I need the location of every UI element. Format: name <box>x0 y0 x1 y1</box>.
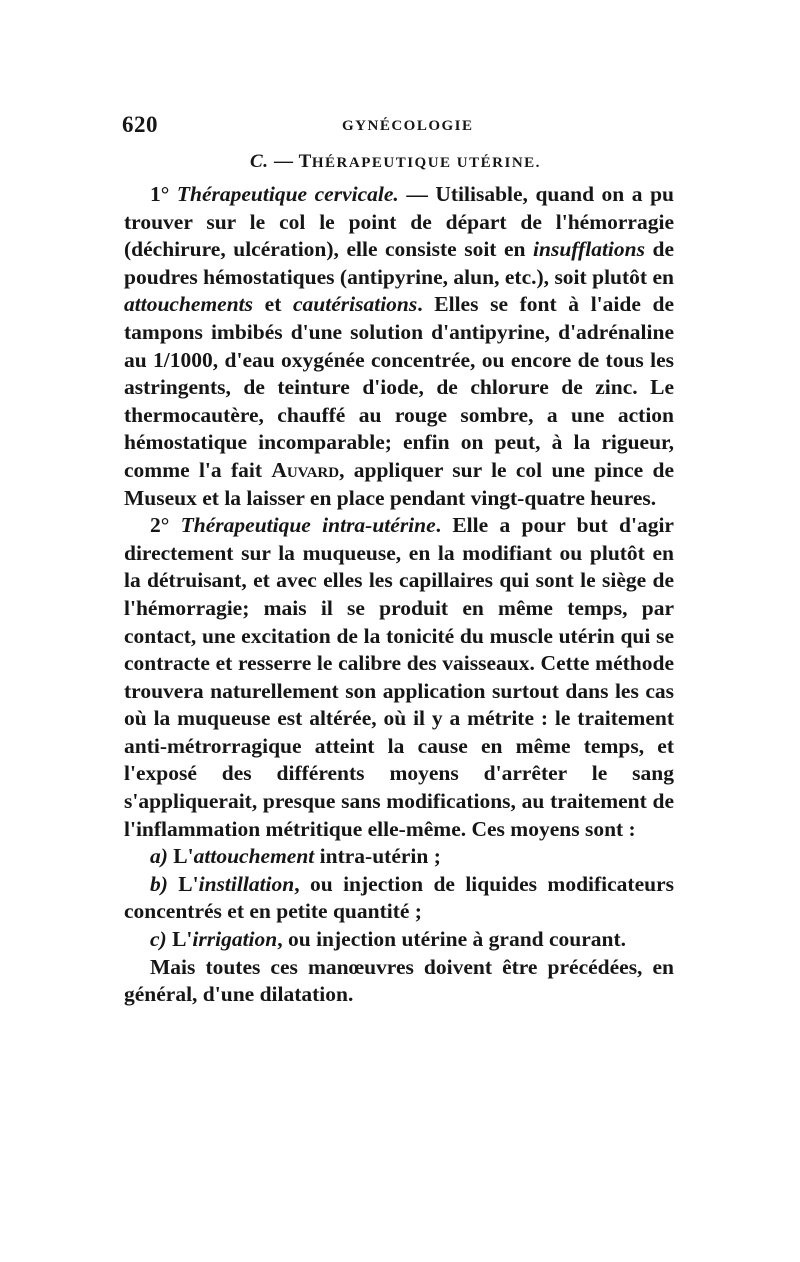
paragraph-text: — Utilisable, quand on a pu trouver sur le col le point de départ de l'hémorragie (déchirure, ulcération), elle consiste soit en <box>124 182 674 262</box>
emphasis-term: attouchements <box>124 292 254 317</box>
running-head: GYNÉCOLOGIE <box>342 118 474 134</box>
list-item-article: L' <box>167 844 194 869</box>
page-number: 620 <box>122 112 158 137</box>
emphasis-term: insufflations <box>533 237 645 262</box>
list-item-label: a) <box>150 844 168 869</box>
section-title-initial: T <box>298 151 312 172</box>
paragraph-text: . Elles se font à l'aide de tampons imbibés d'une solution d'antipyrine, d'adrénaline au 1/1000, d'eau oxygénée concentrée, ou encore de tous les astringents, de teinture d'iode, de chlorure de zinc. Le thermocautère, chauffé au rouge sombre, a une action hémostatique incomparable; enfin on peut, à la rigueur, comme l'a fait <box>124 292 674 482</box>
list-item-text: intra-utérin ; <box>314 844 441 869</box>
list-item-article: L' <box>166 927 193 952</box>
body-text <box>124 181 674 1009</box>
list-item-c <box>124 926 674 954</box>
emphasis-term: cautérisations <box>293 292 418 317</box>
paragraph-text: , appliquer sur le col une pince de Museux et la laisser en place pendant vingt-quatre heures. <box>124 457 674 510</box>
list-item-text: , ou injection utérine à grand courant. <box>277 927 627 952</box>
section-title-rest: HÉRAPEUTIQUE UTÉRINE. <box>311 155 541 171</box>
paragraph-cervical-therapy <box>124 181 674 512</box>
list-item-label: b) <box>150 871 168 896</box>
paragraph-text: . Elle a pour but d'agir directement sur la muqueuse, en la modifiant ou plutôt en la détruisant, et avec elles les capillaires qui sont le siège de l'hémorragie; mais il se produit en même temps, par contact, une excitation de la tonicité du muscle utérin qui se contracte et resserre le calibre des vaisseaux. Cette méthode trouvera naturellement son application surtout dans les cas où la muqueuse est altérée, où il y a métrite : le traitement anti-métrorragique atteint la cause en même temps, et l'exposé des différents moyens d'arrêter le sang s'appliquerait, presque sans modifications, au traitement de l'inflammation métritique elle-même. Ces moyens sont : <box>124 513 674 841</box>
section-title <box>250 151 541 173</box>
closing-paragraph: Mais toutes ces manœuvres doivent être précédées, en général, d'une dilatation. <box>124 954 674 1007</box>
author-name: Auvard <box>271 457 340 482</box>
list-item-a <box>124 843 674 871</box>
list-item-label: c) <box>150 927 167 952</box>
list-item-article: L' <box>167 871 199 896</box>
paragraph-number: 1° <box>150 182 177 206</box>
list-item-term: instillation <box>198 871 295 896</box>
list-item-b <box>124 871 674 926</box>
section-dash: — <box>268 151 299 172</box>
paragraph-text: et <box>253 292 293 317</box>
list-item-term: attouchement <box>193 844 315 869</box>
paragraph-heading: Thérapeutique cervicale. <box>176 182 399 206</box>
list-item-term: irrigation <box>192 927 278 952</box>
page-header <box>122 112 674 142</box>
list-item-text: , ou injection de liquides modificateurs concentrés et en petite quantité ; <box>124 871 674 924</box>
paragraph-text: de poudres hémostatiques (antipyrine, alun, etc.), soit plutôt en <box>124 237 674 289</box>
paragraph-heading: Thérapeutique intra-utérine <box>180 513 436 538</box>
section-letter: C. <box>250 151 269 172</box>
paragraph-intrauterine-therapy <box>124 512 674 843</box>
paragraph-number: 2° <box>150 513 181 538</box>
